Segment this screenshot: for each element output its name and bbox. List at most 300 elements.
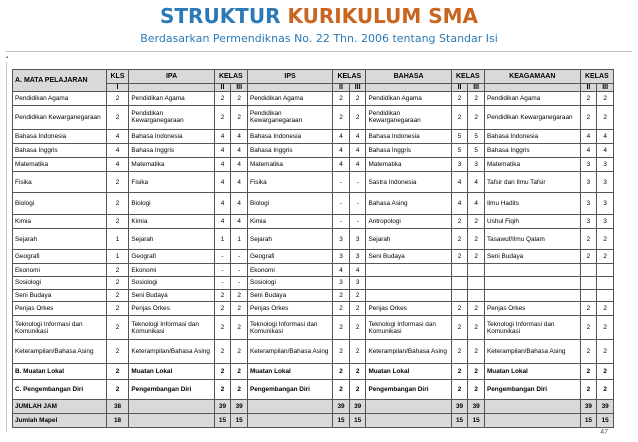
cell-keagamaan-iii: 4 bbox=[597, 130, 614, 144]
cell-ips-mapel: Seni Budaya bbox=[247, 289, 332, 302]
cell-ips-iii: 4 bbox=[349, 264, 366, 277]
cell-keagamaan-mapel: Penjas Orkes bbox=[484, 302, 580, 316]
cell-ipa-ii: 2 bbox=[214, 379, 231, 399]
header-keagamaan: KEAGAMAAN bbox=[484, 70, 580, 84]
cell-bahasa-ii: 2 bbox=[451, 364, 468, 379]
title-part-1: STRUKTUR bbox=[160, 4, 281, 28]
cell-ipa-iii: 4 bbox=[231, 130, 248, 144]
slide-marker: ▪ bbox=[6, 55, 9, 61]
cell-kls: 38 bbox=[106, 399, 129, 413]
cell-keagamaan-ii: 2 bbox=[580, 316, 597, 340]
table-row bbox=[13, 157, 614, 171]
cell-bahasa-iii bbox=[468, 289, 485, 302]
cell-mapel: Keterampilan/Bahasa Asing bbox=[13, 340, 107, 364]
cell-bahasa-iii: 5 bbox=[468, 143, 485, 157]
cell-bahasa-iii: 2 bbox=[468, 250, 485, 264]
cell-bahasa-ii: 2 bbox=[451, 340, 468, 364]
cell-mapel: Geografi bbox=[13, 250, 107, 264]
cell-ips-mapel: Sosiologi bbox=[247, 277, 332, 290]
cell-kls: 2 bbox=[106, 316, 129, 340]
cell-ips-ii: 2 bbox=[333, 379, 350, 399]
table-row bbox=[13, 130, 614, 144]
cell-keagamaan-ii: 2 bbox=[580, 92, 597, 106]
cell-keagamaan-ii: 3 bbox=[580, 171, 597, 193]
cell-ipa-iii: 1 bbox=[231, 228, 248, 250]
cell-ipa-iii: 4 bbox=[231, 193, 248, 215]
header-ips-iii: III bbox=[349, 84, 366, 92]
cell-ips-ii: 3 bbox=[333, 277, 350, 290]
cell-ips-iii: - bbox=[349, 193, 366, 215]
cell-keagamaan-mapel: Ushul Fiqih bbox=[484, 214, 580, 228]
cell-mapel: Ekonomi bbox=[13, 264, 107, 277]
cell-mapel: Bahasa Indonesia bbox=[13, 130, 107, 144]
cell-keagamaan-mapel bbox=[484, 277, 580, 290]
table-row bbox=[13, 379, 614, 399]
cell-bahasa-mapel: Matematika bbox=[366, 157, 451, 171]
cell-ips-iii: 4 bbox=[349, 157, 366, 171]
cell-ipa-mapel: Teknologi Informasi dan Komunikasi bbox=[129, 316, 214, 340]
header-kls: KLS bbox=[106, 70, 129, 84]
cell-bahasa-ii: 2 bbox=[451, 250, 468, 264]
table-row bbox=[13, 316, 614, 340]
cell-ips-mapel: Sejarah bbox=[247, 228, 332, 250]
header-ipa-blank bbox=[129, 84, 214, 92]
header-ips-blank bbox=[247, 84, 332, 92]
cell-kls: 2 bbox=[106, 379, 129, 399]
cell-ips-iii: 39 bbox=[349, 399, 366, 413]
cell-ips-iii: 2 bbox=[349, 340, 366, 364]
cell-ipa-iii: 39 bbox=[231, 399, 248, 413]
cell-ipa-ii: - bbox=[214, 277, 231, 290]
cell-bahasa-ii: 5 bbox=[451, 130, 468, 144]
header-ipa-iii: III bbox=[231, 84, 248, 92]
cell-bahasa-ii: 2 bbox=[451, 316, 468, 340]
table-row bbox=[13, 92, 614, 106]
page-title bbox=[0, 4, 638, 28]
cell-ipa-ii: 4 bbox=[214, 157, 231, 171]
cell-bahasa-iii: 2 bbox=[468, 228, 485, 250]
cell-ips-ii: 4 bbox=[333, 264, 350, 277]
cell-mapel: Bahasa Inggris bbox=[13, 143, 107, 157]
cell-ipa-iii: - bbox=[231, 277, 248, 290]
cell-ipa-mapel: Pendidikan Agama bbox=[129, 92, 214, 106]
cell-kls: 2 bbox=[106, 302, 129, 316]
cell-ips-iii: - bbox=[349, 171, 366, 193]
cell-bahasa-iii: 2 bbox=[468, 364, 485, 379]
header-ipa: IPA bbox=[129, 70, 214, 84]
cell-ips-iii: 2 bbox=[349, 289, 366, 302]
cell-bahasa-mapel: Penjas Orkes bbox=[366, 302, 451, 316]
cell-keagamaan-iii: 2 bbox=[597, 316, 614, 340]
cell-ipa-iii: 4 bbox=[231, 171, 248, 193]
cell-bahasa-ii: 15 bbox=[451, 413, 468, 427]
cell-ipa-iii: 15 bbox=[231, 413, 248, 427]
cell-keagamaan-mapel: Ilmu Hadits bbox=[484, 193, 580, 215]
cell-bahasa-iii: 3 bbox=[468, 157, 485, 171]
cell-bahasa-ii: 39 bbox=[451, 399, 468, 413]
cell-keagamaan-mapel bbox=[484, 399, 580, 413]
cell-keagamaan-mapel: Muatan Lokal bbox=[484, 364, 580, 379]
cell-bahasa-ii: 2 bbox=[451, 379, 468, 399]
header-mata-pelajaran: A. MATA PELAJARAN bbox=[13, 70, 107, 92]
cell-keagamaan-mapel: Bahasa Inggris bbox=[484, 143, 580, 157]
cell-kls: 2 bbox=[106, 264, 129, 277]
curriculum-table-body bbox=[13, 92, 614, 428]
table-row bbox=[13, 214, 614, 228]
cell-ips-iii: - bbox=[349, 214, 366, 228]
header-keagamaan-ii: II bbox=[580, 84, 597, 92]
cell-ipa-iii: 4 bbox=[231, 157, 248, 171]
table-row bbox=[13, 399, 614, 413]
header-keagamaan-blank bbox=[484, 84, 580, 92]
cell-ips-mapel: Bahasa Indonesia bbox=[247, 130, 332, 144]
cell-ips-ii: - bbox=[333, 214, 350, 228]
cell-keagamaan-ii bbox=[580, 289, 597, 302]
cell-keagamaan-iii bbox=[597, 289, 614, 302]
cell-ipa-ii: 4 bbox=[214, 171, 231, 193]
cell-bahasa-ii: 2 bbox=[451, 92, 468, 106]
cell-ips-mapel: Bahasa Inggris bbox=[247, 143, 332, 157]
cell-ips-mapel: Pengembangan Diri bbox=[247, 379, 332, 399]
cell-ips-iii: 2 bbox=[349, 105, 366, 129]
cell-bahasa-mapel: Seni Budaya bbox=[366, 250, 451, 264]
cell-kls: 2 bbox=[106, 277, 129, 290]
cell-keagamaan-ii bbox=[580, 264, 597, 277]
table-row bbox=[13, 105, 614, 129]
cell-keagamaan-ii: 39 bbox=[580, 399, 597, 413]
cell-keagamaan-mapel: Pendidikan Agama bbox=[484, 92, 580, 106]
cell-keagamaan-iii: 3 bbox=[597, 171, 614, 193]
cell-mapel: Jumlah Mapel bbox=[13, 413, 107, 427]
cell-ips-ii: 2 bbox=[333, 364, 350, 379]
cell-ips-ii: - bbox=[333, 171, 350, 193]
cell-ipa-iii: 2 bbox=[231, 364, 248, 379]
title-part-2: KURIKULUM SMA bbox=[287, 4, 478, 28]
cell-bahasa-mapel: Teknologi Informasi dan Komunikasi bbox=[366, 316, 451, 340]
table-row bbox=[13, 264, 614, 277]
cell-keagamaan-mapel: Pendidikan Kewarganegaraan bbox=[484, 105, 580, 129]
cell-keagamaan-iii bbox=[597, 277, 614, 290]
cell-kls: 2 bbox=[106, 214, 129, 228]
cell-ips-ii: 4 bbox=[333, 157, 350, 171]
cell-ipa-mapel: Biologi bbox=[129, 193, 214, 215]
cell-ips-iii: 3 bbox=[349, 277, 366, 290]
cell-kls: 4 bbox=[106, 143, 129, 157]
cell-keagamaan-iii: 2 bbox=[597, 379, 614, 399]
table-row bbox=[13, 289, 614, 302]
cell-kls: 4 bbox=[106, 130, 129, 144]
cell-ipa-ii: 39 bbox=[214, 399, 231, 413]
page-number: 47 bbox=[600, 429, 608, 436]
cell-ipa-ii: - bbox=[214, 250, 231, 264]
cell-bahasa-iii: 2 bbox=[468, 302, 485, 316]
cell-bahasa-iii bbox=[468, 264, 485, 277]
cell-bahasa-iii: 2 bbox=[468, 105, 485, 129]
cell-bahasa-mapel bbox=[366, 399, 451, 413]
cell-bahasa-mapel bbox=[366, 264, 451, 277]
cell-ips-mapel: Keterampilan/Bahasa Asing bbox=[247, 340, 332, 364]
cell-ips-mapel: Pendidikan Kewarganegaraan bbox=[247, 105, 332, 129]
cell-keagamaan-mapel bbox=[484, 264, 580, 277]
cell-ipa-iii: - bbox=[231, 250, 248, 264]
cell-bahasa-iii: 2 bbox=[468, 379, 485, 399]
cell-ipa-mapel bbox=[129, 399, 214, 413]
cell-bahasa-ii: 3 bbox=[451, 157, 468, 171]
cell-keagamaan-ii: 3 bbox=[580, 157, 597, 171]
header-kls-sub: I bbox=[106, 84, 129, 92]
table-row bbox=[13, 302, 614, 316]
cell-ipa-mapel: Ekonomi bbox=[129, 264, 214, 277]
cell-ipa-mapel: Bahasa Inggris bbox=[129, 143, 214, 157]
cell-kls: 2 bbox=[106, 105, 129, 129]
cell-keagamaan-ii: 4 bbox=[580, 143, 597, 157]
cell-bahasa-mapel: Sastra Indonesia bbox=[366, 171, 451, 193]
cell-ips-ii: 3 bbox=[333, 250, 350, 264]
header-bahasa: BAHASA bbox=[366, 70, 451, 84]
cell-keagamaan-iii: 3 bbox=[597, 214, 614, 228]
cell-ipa-ii: 4 bbox=[214, 193, 231, 215]
cell-bahasa-mapel bbox=[366, 413, 451, 427]
table-row bbox=[13, 340, 614, 364]
cell-bahasa-ii: 4 bbox=[451, 193, 468, 215]
cell-ips-iii: 2 bbox=[349, 316, 366, 340]
cell-bahasa-mapel: Keterampilan/Bahasa Asing bbox=[366, 340, 451, 364]
divider bbox=[6, 51, 632, 52]
cell-ipa-iii: 2 bbox=[231, 379, 248, 399]
cell-keagamaan-ii: 3 bbox=[580, 214, 597, 228]
cell-keagamaan-iii: 3 bbox=[597, 157, 614, 171]
cell-bahasa-iii: 2 bbox=[468, 92, 485, 106]
cell-keagamaan-iii: 2 bbox=[597, 105, 614, 129]
cell-mapel: Fisika bbox=[13, 171, 107, 193]
page-subtitle: Berdasarkan Permendiknas No. 22 Thn. 2006 tentang Standar Isi bbox=[140, 32, 498, 45]
cell-ips-ii: 2 bbox=[333, 92, 350, 106]
cell-ipa-mapel: Kimia bbox=[129, 214, 214, 228]
cell-ipa-mapel: Keterampilan/Bahasa Asing bbox=[129, 340, 214, 364]
header-kelas-keagamaan: KELAS bbox=[580, 70, 613, 84]
cell-ipa-mapel: Geografi bbox=[129, 250, 214, 264]
cell-ips-iii: 2 bbox=[349, 364, 366, 379]
cell-keagamaan-ii: 2 bbox=[580, 379, 597, 399]
cell-bahasa-iii: 4 bbox=[468, 193, 485, 215]
cell-keagamaan-iii: 2 bbox=[597, 228, 614, 250]
cell-ipa-mapel: Sosiologi bbox=[129, 277, 214, 290]
cell-keagamaan-ii: 2 bbox=[580, 364, 597, 379]
cell-keagamaan-ii: 4 bbox=[580, 130, 597, 144]
table-row bbox=[13, 193, 614, 215]
cell-ips-ii: 39 bbox=[333, 399, 350, 413]
cell-ips-mapel: Ekonomi bbox=[247, 264, 332, 277]
cell-ipa-ii: 2 bbox=[214, 302, 231, 316]
cell-mapel: JUMLAH JAM bbox=[13, 399, 107, 413]
table-row bbox=[13, 228, 614, 250]
cell-keagamaan-mapel: Tafsir dan Ilmu Tafsir bbox=[484, 171, 580, 193]
cell-ips-ii: 2 bbox=[333, 340, 350, 364]
side-divider bbox=[6, 62, 7, 432]
cell-bahasa-ii: 5 bbox=[451, 143, 468, 157]
cell-ipa-ii: 1 bbox=[214, 228, 231, 250]
cell-bahasa-mapel: Bahasa Inggris bbox=[366, 143, 451, 157]
cell-ipa-iii: 2 bbox=[231, 92, 248, 106]
header-kelas-ips: KELAS bbox=[333, 70, 366, 84]
cell-mapel: Sosiologi bbox=[13, 277, 107, 290]
cell-mapel: Kimia bbox=[13, 214, 107, 228]
cell-bahasa-mapel: Pendidikan Agama bbox=[366, 92, 451, 106]
cell-ips-ii: - bbox=[333, 193, 350, 215]
cell-bahasa-ii: 2 bbox=[451, 302, 468, 316]
cell-ipa-ii: 2 bbox=[214, 340, 231, 364]
cell-keagamaan-iii: 39 bbox=[597, 399, 614, 413]
cell-keagamaan-iii: 2 bbox=[597, 364, 614, 379]
cell-keagamaan-mapel: Seni Budaya bbox=[484, 250, 580, 264]
cell-ipa-mapel: Seni Budaya bbox=[129, 289, 214, 302]
cell-bahasa-mapel: Bahasa Asing bbox=[366, 193, 451, 215]
cell-ipa-iii: 2 bbox=[231, 302, 248, 316]
cell-ipa-ii: - bbox=[214, 264, 231, 277]
cell-ipa-mapel: Fisika bbox=[129, 171, 214, 193]
cell-ipa-iii: 2 bbox=[231, 105, 248, 129]
cell-ips-mapel: Muatan Lokal bbox=[247, 364, 332, 379]
cell-keagamaan-mapel bbox=[484, 289, 580, 302]
cell-ipa-ii: 2 bbox=[214, 105, 231, 129]
cell-ipa-ii: 2 bbox=[214, 364, 231, 379]
cell-bahasa-ii: 2 bbox=[451, 214, 468, 228]
header-ips: IPS bbox=[247, 70, 332, 84]
cell-keagamaan-ii: 15 bbox=[580, 413, 597, 427]
cell-ips-iii: 15 bbox=[349, 413, 366, 427]
cell-keagamaan-ii: 3 bbox=[580, 193, 597, 215]
cell-ipa-iii: 4 bbox=[231, 143, 248, 157]
cell-ips-ii: 2 bbox=[333, 316, 350, 340]
cell-kls: 1 bbox=[106, 228, 129, 250]
cell-bahasa-iii bbox=[468, 277, 485, 290]
cell-ips-mapel: Pendidikan Agama bbox=[247, 92, 332, 106]
cell-mapel: B. Muatan Lokal bbox=[13, 364, 107, 379]
cell-ips-ii: 4 bbox=[333, 143, 350, 157]
table-row bbox=[13, 413, 614, 427]
cell-bahasa-mapel: Antropologi bbox=[366, 214, 451, 228]
cell-bahasa-ii bbox=[451, 264, 468, 277]
header-bahasa-ii: II bbox=[451, 84, 468, 92]
table-row bbox=[13, 364, 614, 379]
cell-keagamaan-ii: 2 bbox=[580, 340, 597, 364]
cell-keagamaan-mapel: Matematika bbox=[484, 157, 580, 171]
cell-ipa-mapel: Pendidikan Kewarganegaraan bbox=[129, 105, 214, 129]
cell-ipa-ii: 4 bbox=[214, 130, 231, 144]
cell-kls: 1 bbox=[106, 250, 129, 264]
cell-ipa-mapel: Pengembangan Diri bbox=[129, 379, 214, 399]
cell-bahasa-mapel: Pengembangan Diri bbox=[366, 379, 451, 399]
cell-ipa-ii: 2 bbox=[214, 92, 231, 106]
cell-kls: 18 bbox=[106, 413, 129, 427]
cell-keagamaan-iii: 4 bbox=[597, 143, 614, 157]
cell-mapel: Seni Budaya bbox=[13, 289, 107, 302]
cell-ipa-mapel: Sejarah bbox=[129, 228, 214, 250]
cell-kls: 2 bbox=[106, 289, 129, 302]
cell-keagamaan-mapel: Tasawuf/Ilmu Qalam bbox=[484, 228, 580, 250]
table-row bbox=[13, 277, 614, 290]
header-kelas-ipa: KELAS bbox=[214, 70, 247, 84]
cell-ips-iii: 4 bbox=[349, 130, 366, 144]
cell-mapel: C. Pengembangan Diri bbox=[13, 379, 107, 399]
cell-keagamaan-mapel: Keterampilan/Bahasa Asing bbox=[484, 340, 580, 364]
header-kelas-bahasa: KELAS bbox=[451, 70, 484, 84]
cell-ipa-mapel: Matematika bbox=[129, 157, 214, 171]
cell-ips-iii: 2 bbox=[349, 379, 366, 399]
cell-mapel: Sejarah bbox=[13, 228, 107, 250]
header-ips-ii: II bbox=[333, 84, 350, 92]
cell-ips-iii: 2 bbox=[349, 302, 366, 316]
cell-ipa-ii: 15 bbox=[214, 413, 231, 427]
cell-ipa-iii: - bbox=[231, 264, 248, 277]
cell-ips-mapel: Teknologi Informasi dan Komunikasi bbox=[247, 316, 332, 340]
cell-ips-mapel: Geografi bbox=[247, 250, 332, 264]
cell-bahasa-mapel: Muatan Lokal bbox=[366, 364, 451, 379]
cell-ipa-mapel: Penjas Orkes bbox=[129, 302, 214, 316]
cell-ipa-mapel: Bahasa Indonesia bbox=[129, 130, 214, 144]
cell-bahasa-mapel bbox=[366, 277, 451, 290]
cell-bahasa-ii: 2 bbox=[451, 105, 468, 129]
cell-ipa-mapel: Muatan Lokal bbox=[129, 364, 214, 379]
cell-keagamaan-iii: 15 bbox=[597, 413, 614, 427]
cell-kls: 2 bbox=[106, 171, 129, 193]
cell-bahasa-ii: 2 bbox=[451, 228, 468, 250]
table-row bbox=[13, 250, 614, 264]
cell-ipa-ii: 4 bbox=[214, 214, 231, 228]
cell-ips-mapel: Fisika bbox=[247, 171, 332, 193]
cell-ips-ii: 3 bbox=[333, 228, 350, 250]
cell-ips-mapel bbox=[247, 399, 332, 413]
cell-keagamaan-ii bbox=[580, 277, 597, 290]
cell-mapel: Teknologi Informasi dan Komunikasi bbox=[13, 316, 107, 340]
cell-bahasa-iii: 15 bbox=[468, 413, 485, 427]
header-keagamaan-iii: III bbox=[597, 84, 614, 92]
cell-bahasa-ii bbox=[451, 289, 468, 302]
cell-ips-ii: 2 bbox=[333, 289, 350, 302]
cell-bahasa-mapel: Bahasa Indonesia bbox=[366, 130, 451, 144]
cell-keagamaan-ii: 2 bbox=[580, 228, 597, 250]
cell-keagamaan-mapel bbox=[484, 413, 580, 427]
cell-keagamaan-ii: 2 bbox=[580, 105, 597, 129]
cell-ips-ii: 15 bbox=[333, 413, 350, 427]
cell-kls: 2 bbox=[106, 340, 129, 364]
cell-bahasa-ii: 4 bbox=[451, 171, 468, 193]
cell-mapel: Pendidikan Kewarganegaraan bbox=[13, 105, 107, 129]
cell-ips-ii: 4 bbox=[333, 130, 350, 144]
cell-ips-iii: 3 bbox=[349, 228, 366, 250]
header-ipa-ii: II bbox=[214, 84, 231, 92]
cell-bahasa-iii: 5 bbox=[468, 130, 485, 144]
cell-ips-mapel: Matematika bbox=[247, 157, 332, 171]
cell-ips-mapel: Penjas Orkes bbox=[247, 302, 332, 316]
cell-keagamaan-ii: 2 bbox=[580, 302, 597, 316]
cell-ipa-iii: 2 bbox=[231, 316, 248, 340]
cell-bahasa-iii: 4 bbox=[468, 171, 485, 193]
cell-mapel: Pendidikan Agama bbox=[13, 92, 107, 106]
cell-ips-mapel bbox=[247, 413, 332, 427]
cell-ipa-iii: 4 bbox=[231, 214, 248, 228]
header-bahasa-iii: III bbox=[468, 84, 485, 92]
cell-keagamaan-mapel: Bahasa Indonesia bbox=[484, 130, 580, 144]
cell-mapel: Matematika bbox=[13, 157, 107, 171]
cell-ips-iii: 2 bbox=[349, 92, 366, 106]
cell-keagamaan-mapel: Pengembangan Diri bbox=[484, 379, 580, 399]
cell-keagamaan-mapel: Teknologi Informasi dan Komunikasi bbox=[484, 316, 580, 340]
cell-bahasa-iii: 2 bbox=[468, 316, 485, 340]
cell-keagamaan-iii: 2 bbox=[597, 92, 614, 106]
cell-ipa-ii: 4 bbox=[214, 143, 231, 157]
cell-bahasa-iii: 2 bbox=[468, 340, 485, 364]
